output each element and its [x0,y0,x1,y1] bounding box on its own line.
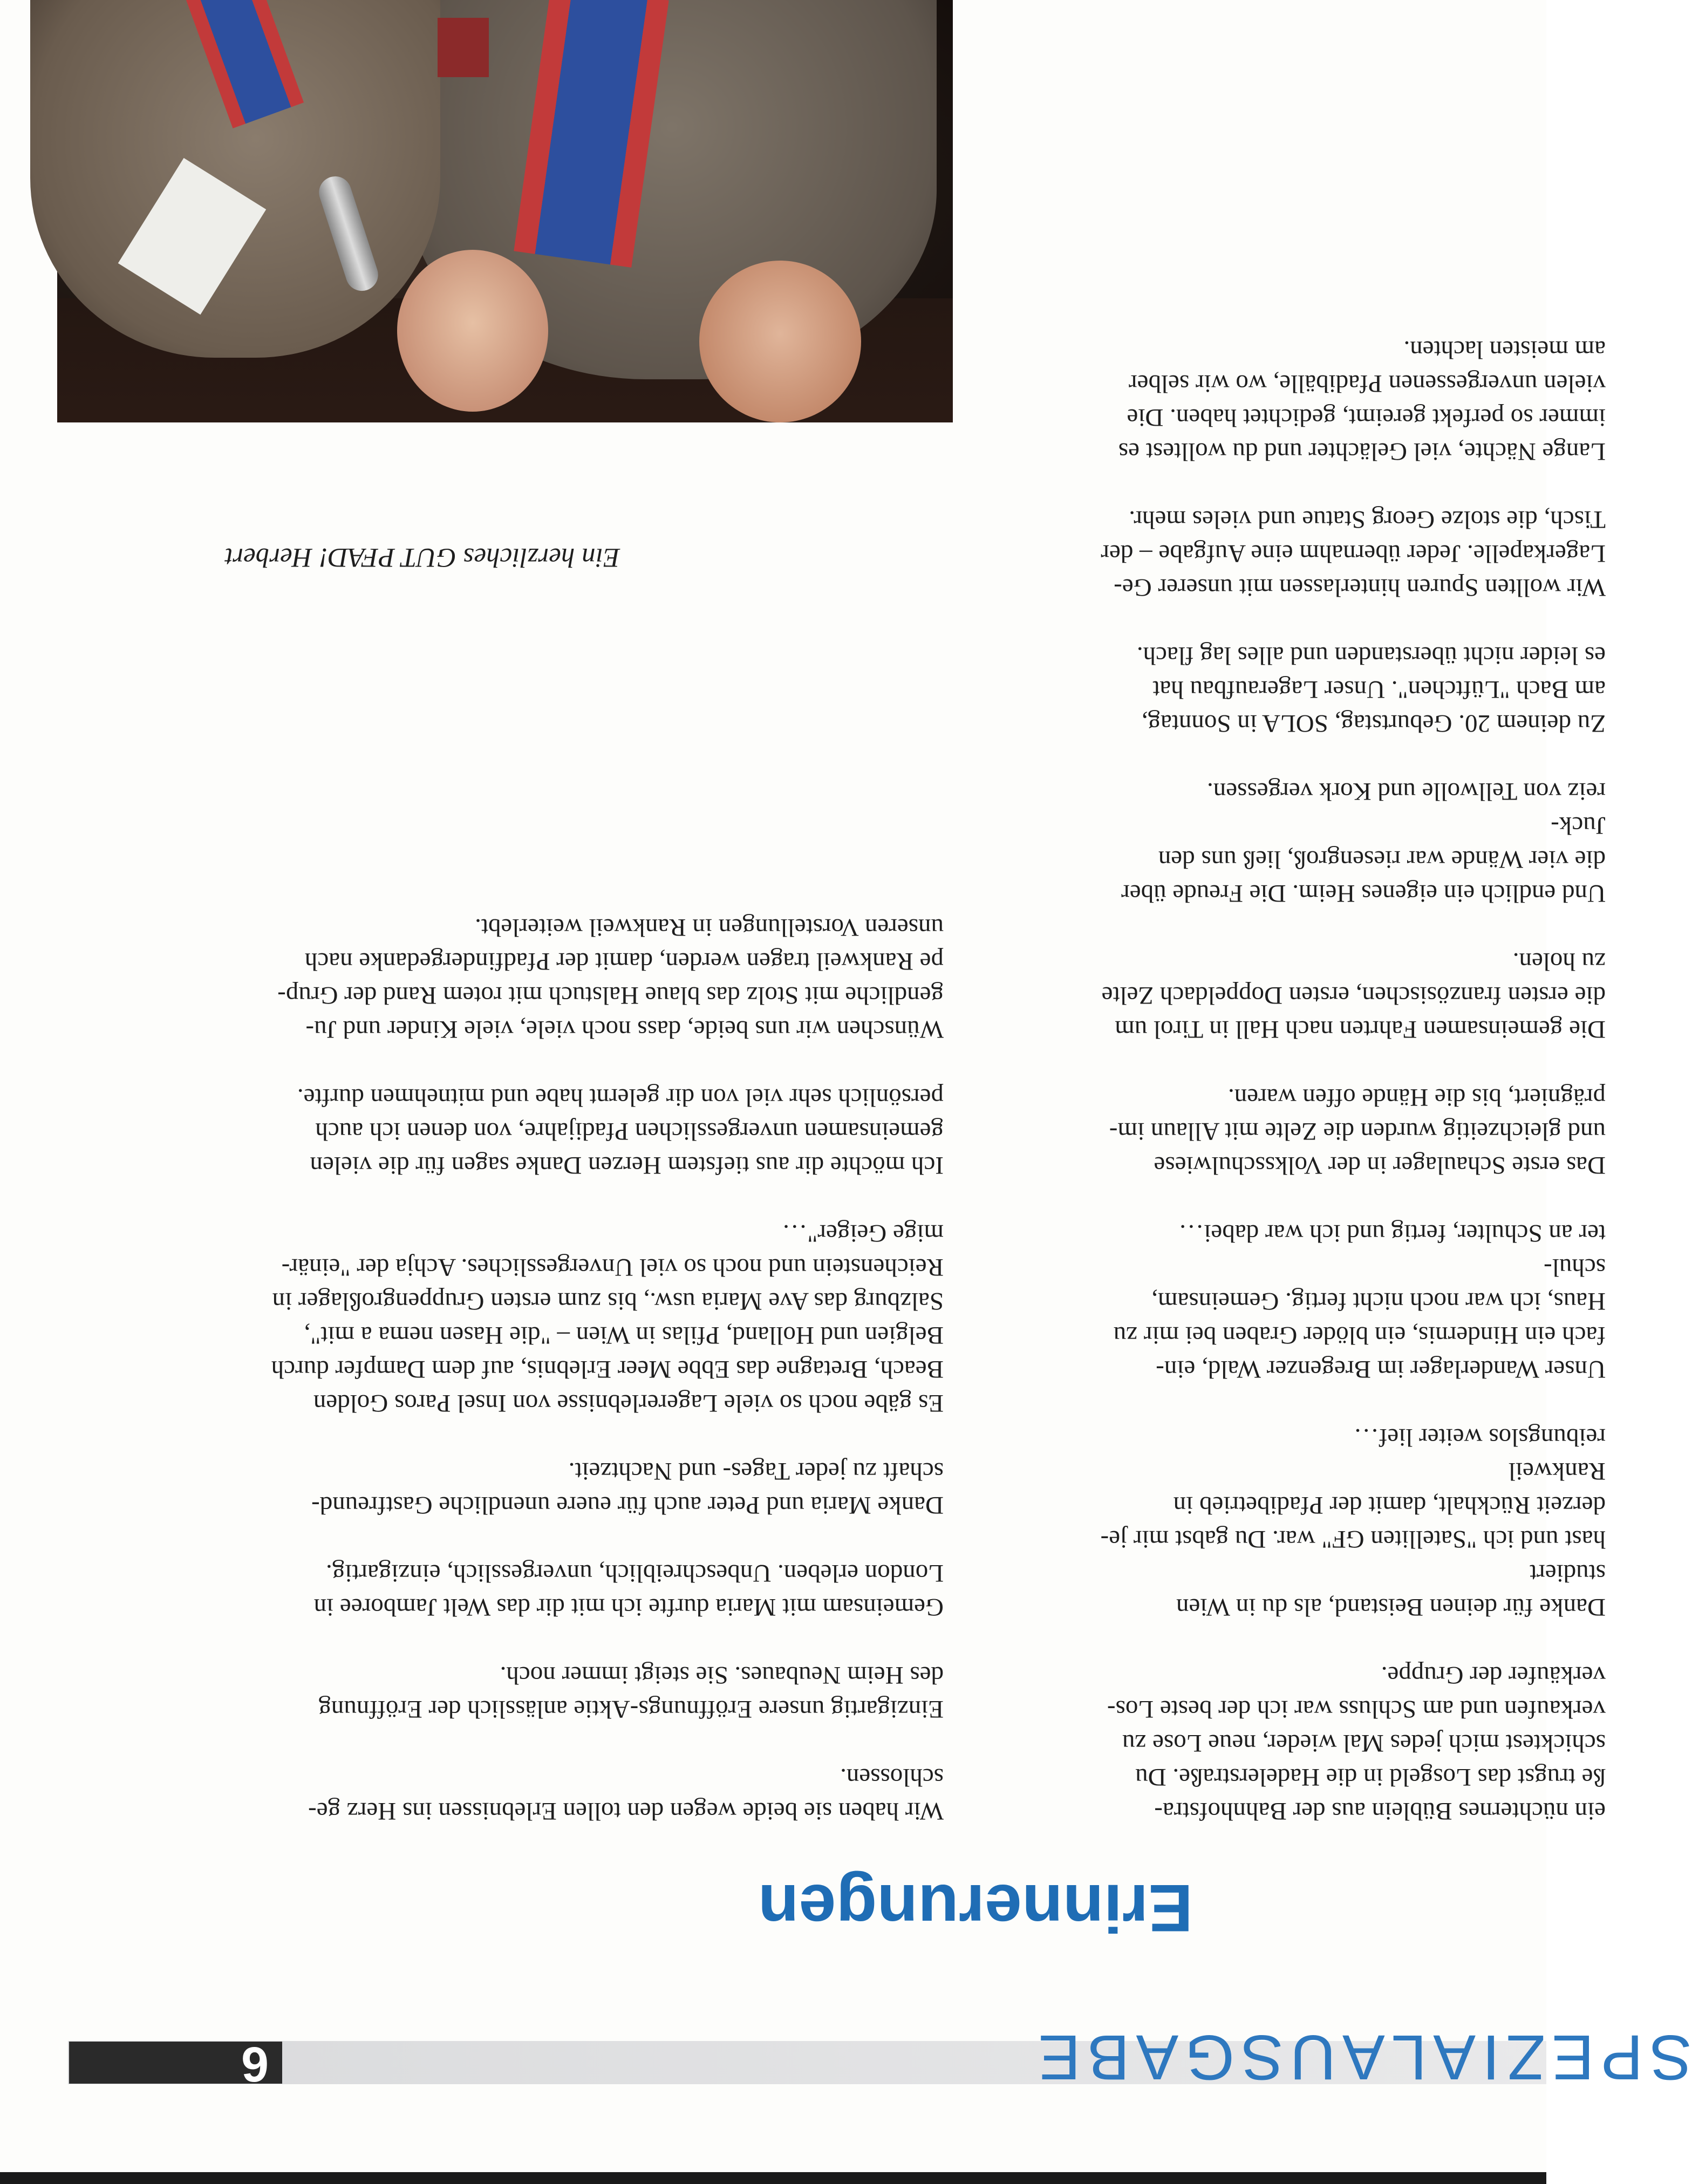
text-line: schicktest mich jedes Mal wieder, neue Lose zu [1122,1729,1606,1757]
text-line: Tisch, die stolze Georg Statue und vieles mehr. [1129,506,1606,534]
text-line: am meisten lachten. [1403,336,1606,364]
text-line: schlossen. [840,1763,944,1791]
text-line: gemeinsamen unvergesslichen Pfadijahre, von denen ich auch [315,1117,944,1145]
text-line: die ersten französischen, ersten Doppeldach Zelte [1101,981,1606,1009]
text-line: Beach, Bretagne das Ebbe Meer Erlebnis, auf dem Dampfer durch [271,1355,944,1383]
text-line: es leider nicht überstanden und alles lag flach. [1136,641,1606,670]
text-line: des Heim Neubaues. Sie steigt immer noch. [500,1661,944,1689]
text-line: ter an Schulter, fertig und ich war dabei… [1178,1219,1606,1247]
text-line: Die gemeinsamen Fahrten nach Hall in Tirol um [1115,1015,1606,1043]
scan-edge [0,2172,1546,2184]
text-line: verkaufen und am Schluss war ich der beste Los- [1107,1695,1606,1723]
text-line: prägniert, bis die Hände offen waren. [1228,1083,1606,1111]
text-line: Wir wollten Spuren hinterlassen mit unserer Ge- [1114,574,1606,602]
text-line: Belgien und Holland, Pfilas in Wien – "die Hasen nema a mit", [304,1321,944,1349]
text-line: Das erste Schaulager in der Volksschulwiese [1154,1151,1606,1179]
text-line: vielen unvergessenen Pfadibälle, wo wir selber [1128,370,1606,398]
text-line: Zu deinem 20. Geburtstag, SOLA in Sonntag, [1141,709,1606,738]
text-line: Reichenstein und noch so viel Unvergessliches. Achja der "einär- [281,1253,944,1281]
text-line: reibungslos weiter lief… [1353,1423,1606,1451]
text-line: hast und ich "Satelliten GF" war. Du gabst mir je- [1100,1525,1606,1553]
text-line [70,1420,944,1454]
text-line: ße trugst das Losgeld in die Hadelerstraße. Du [1135,1763,1606,1791]
text-column-right [70,910,944,1828]
text-line [70,1624,944,1658]
text-line: Unser Wanderlager im Bregenzer Wald, ein- [1156,1355,1606,1383]
photo-two-scouts [57,0,953,422]
text-line: Danke für deinen Beistand, als du in Wien studiert [1176,1559,1606,1621]
text-line: mige Geiger"… [782,1219,944,1247]
text-line [1099,1046,1606,1080]
text-line: Und endlich ein eigenes Heim. Die Freude über [1121,879,1606,907]
text-line: gendliche mit Stolz das blaue Halstuch mit rotem Rand der Grup- [277,981,944,1009]
text-line: am Bach "Lüftchen". Unser Lageraufbau hat [1152,675,1606,704]
text-line [1099,468,1606,502]
text-line [1099,1386,1606,1420]
text-line: Lange Nächte, viel Gelächter und du wolltest es [1118,438,1606,466]
text-line [70,1182,944,1216]
text-line: Einzigartig unsere Eröffnungs-Aktie anlässlich der Eröffnung [318,1695,944,1723]
text-line [1099,1624,1606,1658]
text-line: reiz von Tellwolle und Kork vergessen. [1207,777,1606,806]
text-line: Lagerkapelle. Jeder übernahm eine Aufgabe – der [1101,540,1606,568]
text-line: pe Rankweil tragen werden, damit der Pfadfindergedanke nach [304,947,944,975]
text-line [1099,910,1606,944]
text-line: verkäufer der Gruppe. [1381,1661,1606,1689]
text-line [70,1522,944,1556]
article-title: Erinnerungen [758,1871,1193,1945]
text-line: und gleichzeitig wurden die Zelte mit Allaun im- [1109,1117,1606,1145]
text-line: ein nüchternes Büblein aus der Bahnhofstra- [1154,1797,1606,1825]
text-line: Wir haben sie beide wegen den tollen Erlebnissen ins Herz ge- [308,1797,944,1825]
text-line [1099,604,1606,638]
text-line: Haus, ich war noch nicht fertig. Gemeinsam, schul- [1151,1253,1606,1315]
text-line: Danke Maria und Peter auch für euere unendliche Gastfreund- [311,1491,944,1519]
text-line: Ich möchte dir aus tiefstem Herzen Danke sagen für die vielen [310,1151,944,1179]
text-line [70,1046,944,1080]
text-line: Es gäbe noch so viele Lagererlebnisse von Insel Paros Golden [313,1389,944,1417]
text-line: derzeit Rückhalt, damit der Pfadibetrieb in Rankweil [1173,1457,1606,1519]
text-line: zu holen. [1512,947,1606,975]
text-line: Gemeinsam mit Maria durfte ich mit dir das Welt Jamboree in [313,1593,944,1621]
text-line: fach ein Hindernis, ein blöder Graben bei mir zu [1113,1321,1606,1349]
text-line [70,1726,944,1760]
signature: Ein herzliches GUT PFAD! Herbert [225,542,620,572]
text-line [1099,740,1606,774]
header-title: SPEZIALAUSGABE [1032,2022,1692,2093]
text-line: die vier Wände war riesengroß, ließ uns den Juck- [1158,811,1606,873]
text-line: London erleben. Unbeschreiblich, unvergesslich, einzigartig. [325,1559,944,1587]
text-column-left [1099,332,1606,1828]
text-line: Salzburg das Ave Maria usw., bis zum ersten Gruppengroßlager in [272,1287,944,1315]
text-line [1099,1182,1606,1216]
text-line: unseren Vorstellungen in Rankweil weiterlebt. [475,913,944,941]
text-line: Wünschen wir uns beide, dass noch viele, viele Kinder und Ju- [305,1015,944,1043]
page-number: 6 [241,2037,269,2092]
text-line: persönlich sehr viel von dir gelernt habe und mitnehmen durfte. [297,1083,944,1111]
text-line: schaft zu jeder Tages- und Nachtzeit. [568,1457,944,1485]
text-line: immer so perfekt gereimt, gedichtet haben. Die [1127,404,1606,432]
